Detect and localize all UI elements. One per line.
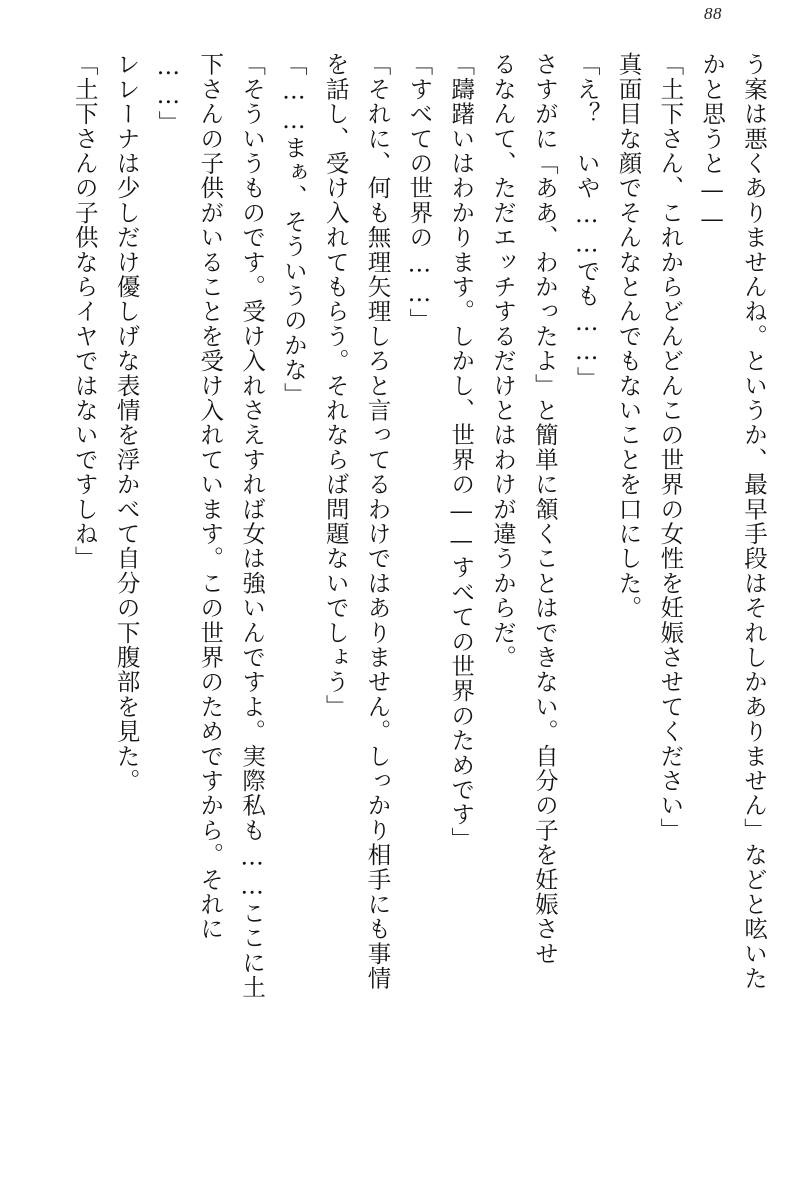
paragraph: 「え？ いや……でも……」	[572, 52, 601, 392]
paragraph: ……」	[154, 52, 183, 136]
paragraph: 「そういうものです。受け入れさえすれば女は強いんですよ。実際私も……ここに土	[238, 52, 267, 1000]
paragraph: さすがに「ああ、わかったよ」と簡単に頷くことはできない。自分の子を妊娠させ	[530, 52, 559, 966]
paragraph: 「……まぁ、そういうのかな」	[279, 52, 308, 407]
paragraph: 「それに、何も無理矢理しろと言ってるわけではありません。しっかり相手にも事情	[363, 52, 392, 991]
paragraph: かと思うと——	[698, 52, 727, 234]
paragraph: 下さんの子供がいることを受け入れています。この世界のためですから。それに	[196, 52, 225, 942]
paragraph: 「土下さんの子供ならイヤではないですしね」	[70, 52, 99, 571]
paragraph: を話し、受け入れてもらう。それならば問題ないでしょう」	[321, 52, 350, 719]
paragraph: 「躊躇いはわかります。しかし、世界の——すべての世界のためです」	[447, 52, 476, 852]
paragraph: 「すべての世界の……」	[405, 52, 434, 333]
paragraph: う案は悪くありませんね。というか、最早手段はそれしかありません」などと呟いた	[740, 52, 768, 991]
paragraph: 「土下さん、これからどんどんこの世界の女性を妊娠させてください」	[656, 52, 685, 843]
page-number: 88	[704, 4, 722, 23]
paragraph: 真面目な顔でそんなとんでもないことを口にした。	[614, 52, 643, 621]
paragraph: るなんて、ただエッチするだけとはわけが違うからだ。	[489, 52, 518, 670]
vertical-text-body	[30, 52, 774, 1160]
paragraph: レレーナは少しだけ優しげな表情を浮かべて自分の下腹部を見た。	[112, 52, 141, 793]
